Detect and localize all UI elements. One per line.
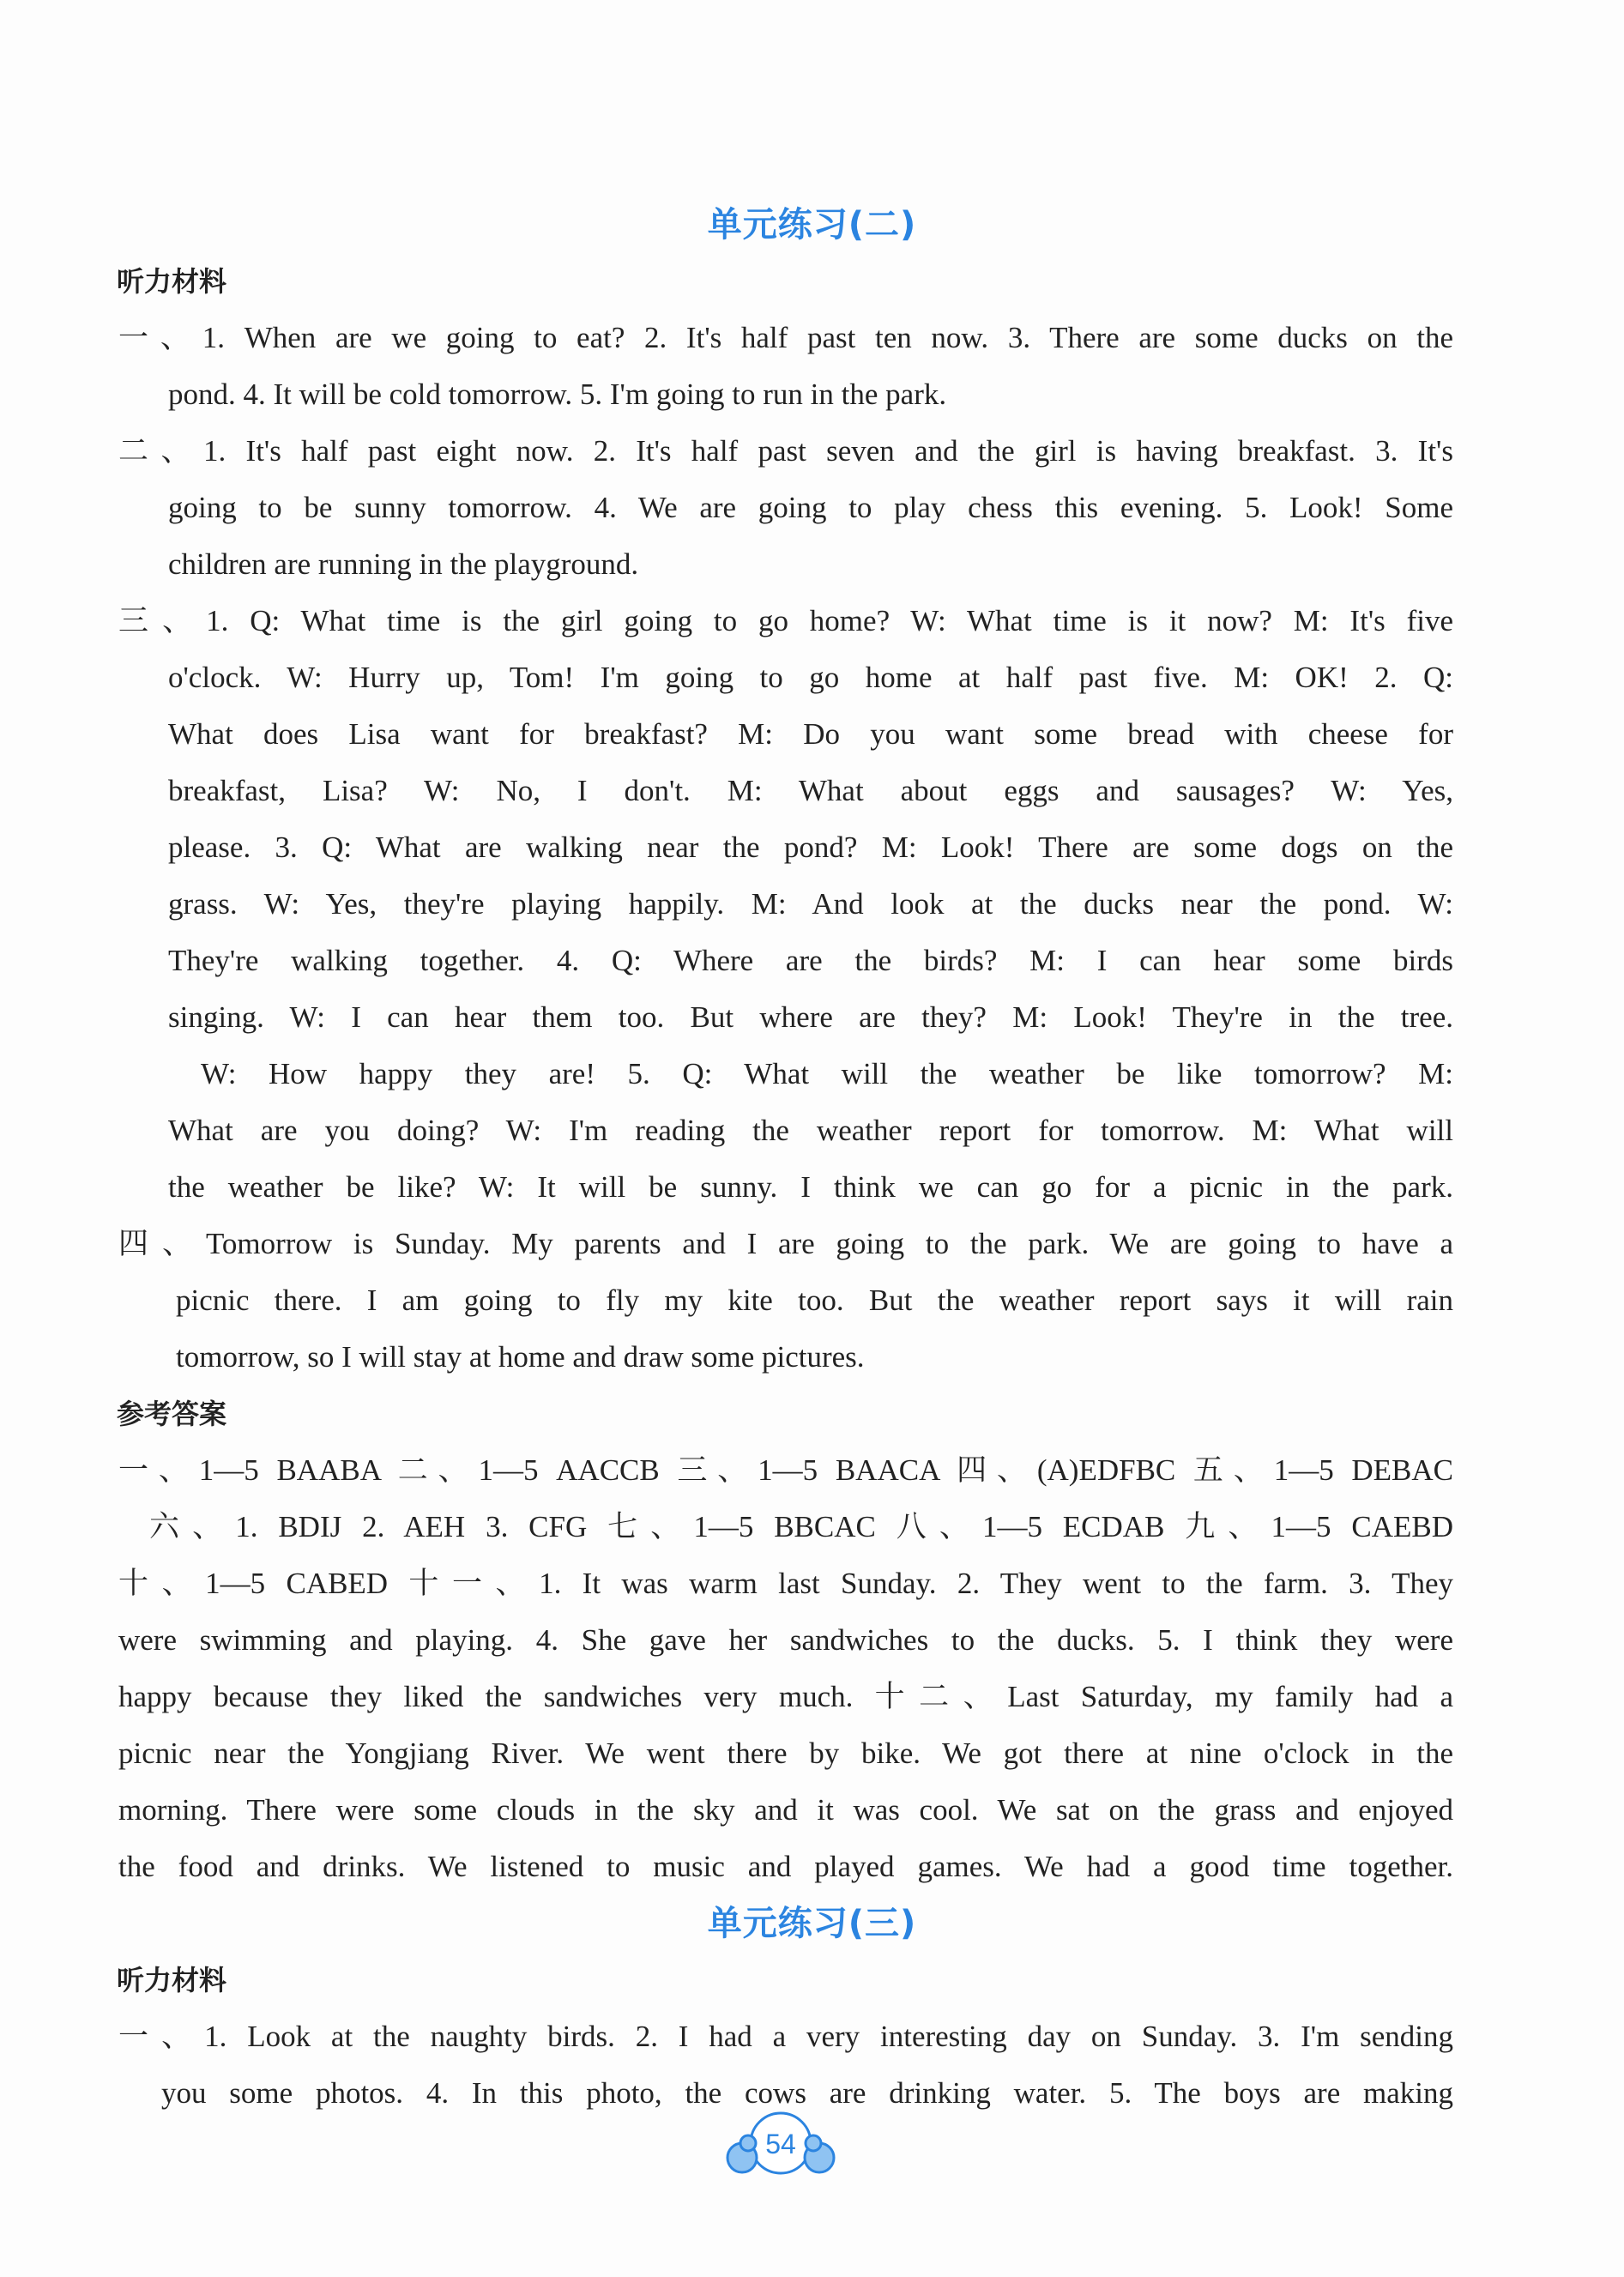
document-page — [0, 196, 1624, 2122]
text-line: 一、1. When are we going to eat? 2. It's half past ten now. 3. There are some ducks on the — [118, 321, 1453, 354]
text-line: 四、Tomorrow is Sunday. My parents and I are going to the park. We are going to have a — [118, 1227, 1453, 1260]
text-line: breakfast, Lisa? W: No, I don't. M: What about eggs and sausages? W: Yes, — [168, 774, 1453, 807]
text-line: singing. W: I can hear them too. But where are they? M: Look! They're in the tree. — [168, 1000, 1453, 1034]
listening-heading: 听力材料 — [117, 265, 227, 298]
text-line: picnic near the Yongjiang River. We went there by bike. We got there at nine o'clock in the — [118, 1736, 1453, 1770]
text-line: What are you doing? W: I'm reading the weather report for tomorrow. M: What will — [168, 1114, 1453, 1147]
text-line: children are running in the playground. — [168, 547, 639, 581]
text-line: 一、1. Look at the naughty birds. 2. I had a very interesting day on Sunday. 3. I'm sending — [118, 2020, 1453, 2053]
text-line: were swimming and playing. 4. She gave her sandwiches to the ducks. 5. I think they were — [118, 1623, 1453, 1657]
text-line: going to be sunny tomorrow. 4. We are going to play chess this evening. 5. Look! Some — [168, 491, 1453, 524]
page-number: 54 — [765, 2129, 796, 2159]
bubble-icon — [725, 2111, 836, 2179]
text-line: What does Lisa want for breakfast? M: Do you want some bread with cheese for — [168, 717, 1453, 751]
text-line: morning. There were some clouds in the sky and it was cool. We sat on the grass and enjoyed — [118, 1793, 1453, 1827]
text-line: please. 3. Q: What are walking near the pond? M: Look! There are some dogs on the — [168, 830, 1453, 864]
text-line: They're walking together. 4. Q: Where are the birds? M: I can hear some birds — [168, 944, 1453, 977]
text-line: W: How happy they are! 5. Q: What will the weather be like tomorrow? M: — [201, 1057, 1453, 1090]
text-line: happy because they liked the sandwiches very much. 十二、Last Saturday, my family had a — [118, 1680, 1453, 1713]
text-line: pond. 4. It will be cold tomorrow. 5. I'm going to run in the park. — [168, 377, 947, 411]
text-line: 二、1. It's half past eight now. 2. It's half past seven and the girl is having breakfast. 3. It's — [118, 434, 1453, 468]
text-line: the food and drinks. We listened to music and played games. We had a good time together. — [118, 1850, 1453, 1883]
text-line: 十、1—5 CABED 十一、1. It was warm last Sunday. 2. They went to the farm. 3. They — [118, 1567, 1453, 1600]
section-title: 单元练习(三) — [707, 1904, 917, 1943]
text-line: 六、1. BDIJ 2. AEH 3. CFG 七、1—5 BBCAC 八、1—5 ECDAB 九、1—5 CAEBD — [149, 1510, 1453, 1543]
page-number-badge — [725, 2111, 836, 2179]
text-line: tomorrow, so I will stay at home and draw some pictures. — [176, 1340, 865, 1374]
text-line: 一、1—5 BAABA 二、1—5 AACCB 三、1—5 BAACA 四、(A)EDFBC 五、1—5 DEBAC — [118, 1453, 1453, 1487]
answers-heading: 参考答案 — [117, 1398, 227, 1430]
text-line: 三、1. Q: What time is the girl going to go home? W: What time is it now? M: It's five — [118, 604, 1453, 637]
text-line: the weather be like? W: It will be sunny. I think we can go for a picnic in the park. — [168, 1170, 1453, 1204]
text-line: o'clock. W: Hurry up, Tom! I'm going to go home at half past five. M: OK! 2. Q: — [168, 661, 1453, 694]
listening-heading: 听力材料 — [117, 1964, 227, 1996]
text-line: picnic there. I am going to fly my kite too. But the weather report says it will rain — [176, 1283, 1453, 1317]
section-title: 单元练习(二) — [707, 205, 917, 245]
text-line: grass. W: Yes, they're playing happily. M: And look at the ducks near the pond. W: — [168, 887, 1453, 921]
text-line: you some photos. 4. In this photo, the cows are drinking water. 5. The boys are making — [161, 2076, 1453, 2110]
